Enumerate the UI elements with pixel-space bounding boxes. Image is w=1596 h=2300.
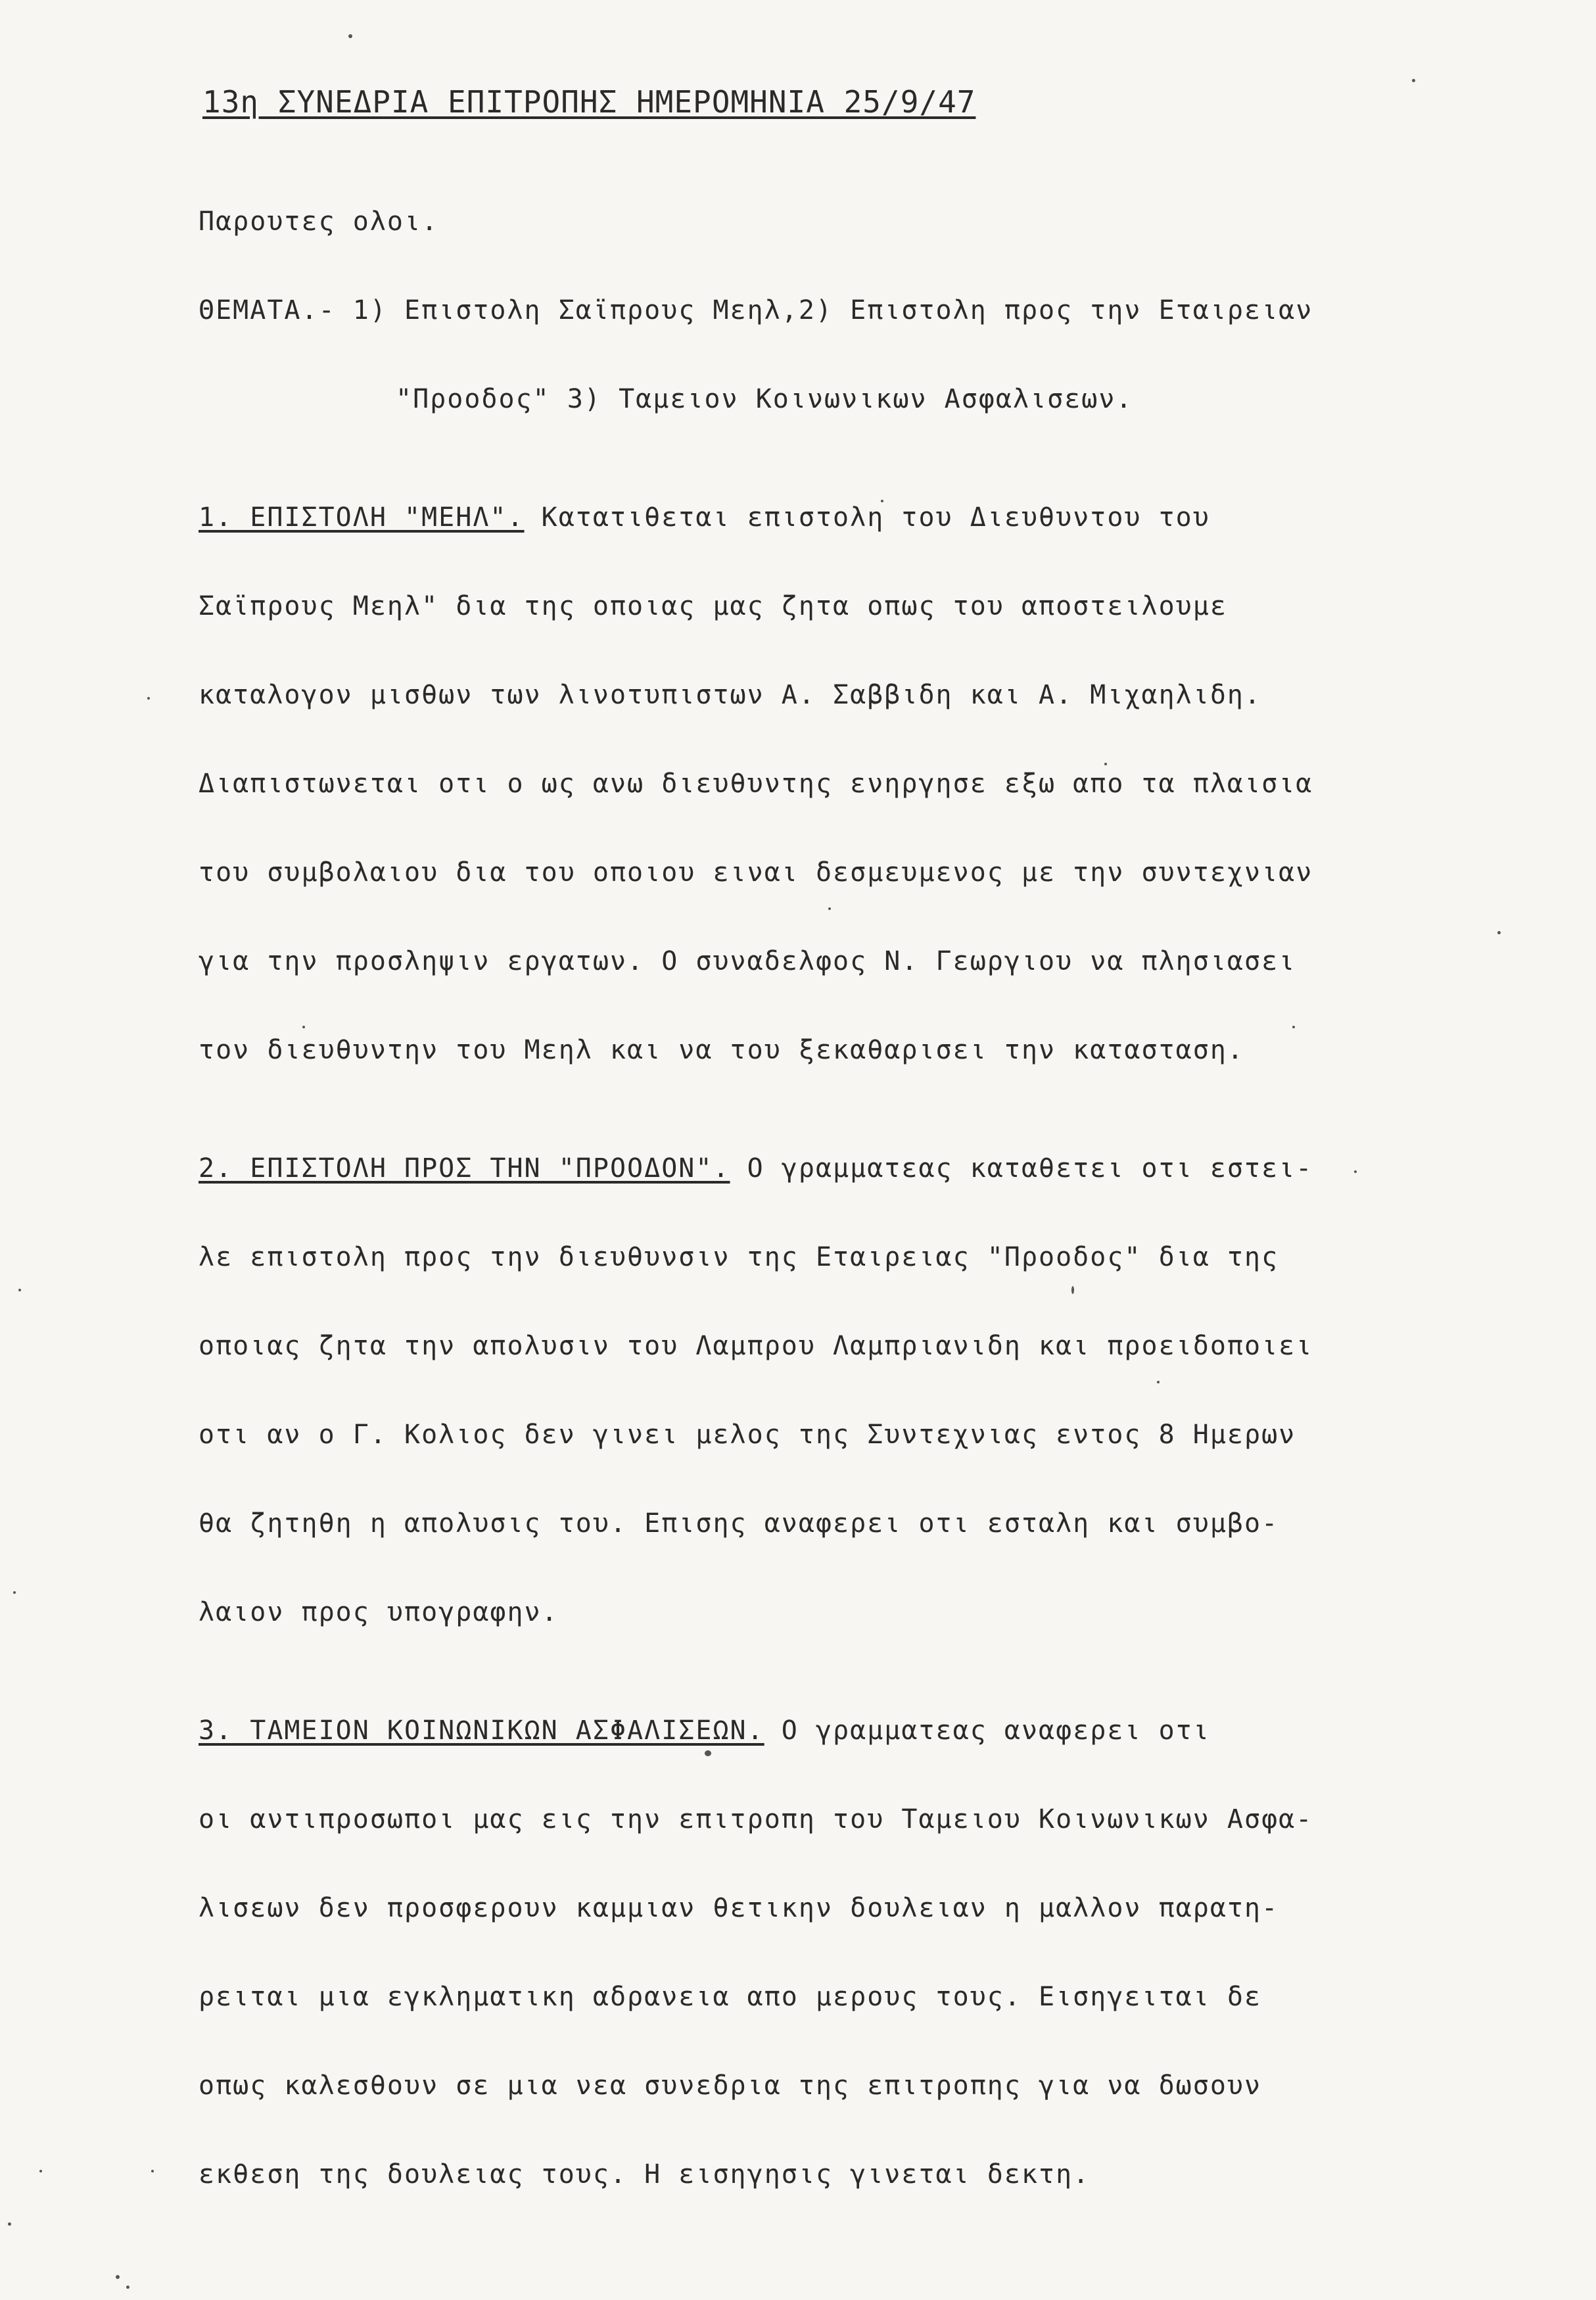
section-3-line: λισεων δεν προσφερουν καμμιαν θετικην δουλειαν η μαλλον παρατη-	[199, 1893, 1279, 1923]
section-2-line: λε επιστολη προς την διευθυνσιν της Εταιρειας "Προοδος" δια της	[199, 1242, 1279, 1272]
section-1-line: Διαπιστωνεται οτι ο ως ανω διευθυντης ενηργησε εξω απο τα πλαισια	[199, 769, 1313, 799]
scan-speck	[1104, 763, 1107, 765]
scan-speck	[151, 2170, 154, 2172]
attendance-line: Παρουτες ολοι.	[199, 206, 439, 237]
section-2-line: λαιον προς υπογραφην.	[199, 1597, 559, 1627]
section-1-line: για την προσληψιν εργατων. Ο συναδελφος Ν. Γεωργιου να πλησιασει	[199, 946, 1296, 976]
scan-speck	[116, 2275, 120, 2279]
section-1-heading: 1. ΕΠΙΣΤΟΛΗ "ΜΕΗΛ".	[199, 502, 525, 533]
scan-speck	[39, 2170, 42, 2172]
section-2-line: θα ζητηθη η απολυσις του. Επισης αναφερει οτι εσταλη και συμβο-	[199, 1508, 1279, 1539]
section-2-first-line	[199, 1154, 1313, 1184]
section-1-line: καταλογον μισθων των λινοτυπιστων Α. Σαββιδη και Α. Μιχαηλιδη.	[199, 680, 1262, 710]
scan-speck	[1497, 931, 1501, 934]
scan-speck	[13, 1591, 16, 1594]
scan-speck	[1071, 1286, 1074, 1294]
section-1-first-line	[199, 503, 1313, 533]
topics-line-2: "Προοδος" 3) Ταμειον Κοινωνικων Ασφαλισεων.	[396, 384, 1133, 414]
scan-speck	[302, 1026, 305, 1028]
document-title: 13η ΣΥΝΕΔΡΙΑ ΕΠΙΤΡΟΠΗΣ ΗΜΕΡΟΜΗΝΙΑ 25/9/47	[202, 84, 976, 120]
section-2-line: οτι αν ο Γ. Κολιος δεν γινει μελος της Συντεχνιας εντος 8 Ημερων	[199, 1420, 1296, 1450]
scan-speck	[147, 697, 150, 700]
scan-speck	[126, 2286, 129, 2289]
scan-speck	[1157, 1381, 1160, 1383]
scan-speck	[1412, 79, 1415, 82]
section-3-line: οι αντιπροσωποι μας εις την επιτροπη του Ταμειου Κοινωνικων Ασφα-	[199, 1804, 1313, 1834]
section-3-first-line	[199, 1716, 1313, 1746]
scan-speck	[8, 2222, 11, 2226]
section-2-line: οποιας ζητα την απολυσιν του Λαμπρου Λαμπριανιδη και προειδοποιει	[199, 1331, 1313, 1361]
minutes-body	[199, 148, 1313, 2249]
scan-speck	[348, 34, 352, 38]
section-2-text: Ο γραμματεας καταθετει οτι εστει-	[730, 1153, 1313, 1184]
scan-speck	[1292, 1026, 1295, 1028]
scan-speck	[1354, 1170, 1357, 1173]
section-1-line: τον διευθυντην του Μεηλ και να του ξεκαθαρισει την κατασταση.	[199, 1035, 1245, 1065]
section-2-heading: 2. ΕΠΙΣΤΟΛΗ ΠΡΟΣ ΤΗΝ "ΠΡΟΟΔΟΝ".	[199, 1153, 730, 1184]
topics-line-1: ΘΕΜΑΤΑ.- 1) Επιστολη Σαϊπρους Μεηλ,2) Επιστολη προς την Εταιρειαν	[199, 295, 1313, 325]
scan-speck	[705, 1750, 711, 1756]
section-1-text: Κατατιθεται επιστολη του Διευθυντου του	[524, 502, 1210, 533]
scan-speck	[881, 500, 883, 502]
scan-speck	[828, 907, 831, 910]
section-1-line: του συμβολαιου δια του οποιου ειναι δεσμευμενος με την συντεχνιαν	[199, 857, 1313, 888]
scan-speck	[18, 1289, 21, 1291]
section-3-line: εκθεση της δουλειας τους. Η εισηγησις γινεται δεκτη.	[199, 2159, 1091, 2190]
section-3-line: ρειται μια εγκληματικη αδρανεια απο μερους τους. Εισηγειται δε	[199, 1982, 1262, 2012]
section-3-line: οπως καλεσθουν σε μια νεα συνεδρια της επιτροπης για να δωσουν	[199, 2071, 1262, 2101]
section-3-text: Ο γραμματεας αναφερει οτι	[764, 1715, 1210, 1746]
section-1-line: Σαϊπρους Μεηλ" δια της οποιας μας ζητα οπως του αποστειλουμε	[199, 591, 1227, 621]
section-3-heading: 3. ΤΑΜΕΙΟΝ ΚΟΙΝΩΝΙΚΩΝ ΑΣΦΑΛΙΣΕΩΝ.	[199, 1715, 764, 1746]
